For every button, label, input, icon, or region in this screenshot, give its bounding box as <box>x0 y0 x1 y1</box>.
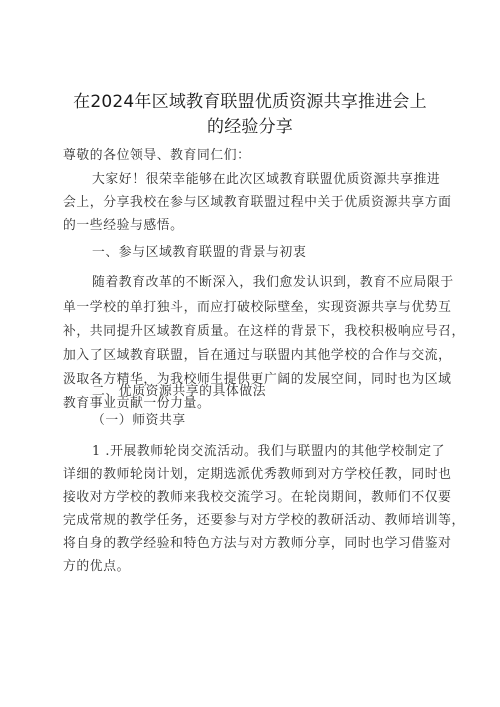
intro-line: 大家好！很荣幸能够在此次区域教育联盟优质资源共享推进 <box>92 172 441 187</box>
item-1-line: 完成常规的教学任务，还要参与对方学校的教研活动、教师培训等， <box>63 513 465 528</box>
section-1-line: 随着教育改革的不断深入，我们愈发认识到，教育不应局限于 <box>92 275 454 290</box>
item-1-line: 将自身的教学经验和特色方法与对方教师分享，同时也学习借鉴对 <box>63 536 452 551</box>
item-1-line: 方的优点。 <box>63 559 130 574</box>
item-1-line: 接收对方学校的教师来我校交流学习。在轮岗期间，教师们不仅要 <box>63 490 452 505</box>
intro-line: 的一些经验与感悟。 <box>63 218 184 233</box>
document-title-line-1: 在2024年区域教育联盟优质资源共享推进会上 <box>73 92 427 112</box>
intro-line: 会上，分享我校在参与区域教育联盟过程中关于优质资源共享方面 <box>63 195 452 210</box>
section-1-heading: 一、参与区域教育联盟的背景与初衷 <box>92 245 307 260</box>
item-1-line: 1 .开展教师轮岗交流活动。我们与联盟内的其他学校制定了 <box>92 444 445 459</box>
subsection-1-heading: （一）师资共享 <box>92 413 186 428</box>
section-1-line: 汲取各方精华，为我校师生提供更广阔的发展空间，同时也为区域 <box>63 372 452 387</box>
section-2-heading: 二、优质资源共享的具体做法 <box>92 384 267 399</box>
document-title-line-2: 的经验分享 <box>207 117 293 137</box>
salutation: 尊敬的各位领导、教育同仁们： <box>63 148 251 163</box>
section-1-line: 教育事业贡献一份力量。 <box>63 396 211 411</box>
section-1-line: 单一学校的单打独斗，而应打破校际壁垒，实现资源共享与优势互 <box>63 300 452 315</box>
item-1-line: 详细的教师轮岗计划，定期选派优秀教师到对方学校任教，同时也 <box>63 467 452 482</box>
section-1-line: 加入了区域教育联盟，旨在通过与联盟内其他学校的合作与交流， <box>63 348 452 363</box>
section-1-line: 补，共同提升区域教育质量。在这样的背景下，我校积极响应号召， <box>63 324 465 339</box>
